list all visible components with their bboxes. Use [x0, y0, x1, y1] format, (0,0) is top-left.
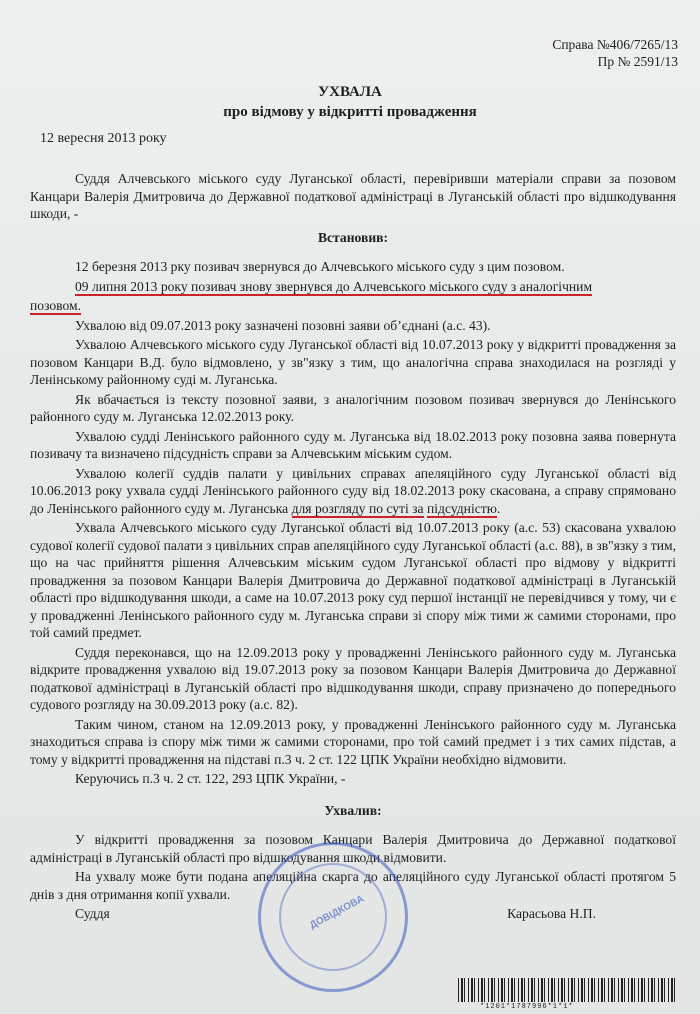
heading-resolved: Ухвалив:: [324, 802, 382, 818]
underlined-text: підсудністю: [427, 500, 497, 516]
document-date: 12 вересня 2013 року: [40, 131, 167, 146]
paragraph-judge-convinced: Суддя переконався, що на 12.09.2013 року у провадженні Ленінського районного суду м. Луганська відкрите провадження ухвалою від 19.07.2013 року за позовом Канцари Валерія Дмитровича до Державної податкової адміністраці в Луганській області про відшкодування шкоди, справу призначено до попереднього судового розгляду на 30.09.2013 року (а.с. 82).: [30, 644, 676, 712]
case-number-block: [552, 36, 678, 70]
title-main: УХВАЛА: [318, 84, 382, 100]
paragraph-march-claim: 12 березня 2013 рку позивач звернувся до Алчевського міського суду з цим позовом.: [75, 259, 565, 274]
title-subtitle: про відмову у відкритті провадження: [223, 104, 477, 120]
paragraph-appeal-right: На ухвалу може бути подана апеляційна скарга до апеляційного суду Луганської області протягом 5 днів з дня отримання копії ухвали.: [30, 869, 676, 902]
stamp-text: ДОВІДКОВА: [307, 893, 367, 932]
paragraph-leninsky: Як вбачається із тексту позовної заяви, з аналогічним позовом позивач звернувся до Ленінського районного суду м. Луганська 12.02.2013 року.: [30, 391, 676, 424]
document-title: [0, 82, 700, 122]
paragraph-july-claim: [30, 278, 676, 296]
paragraph-annulled: Ухвала Алчевського міського суду Луганської області від 10.07.2013 року (а.с. 53) скасована ухвалою судової колегії судової палати з цивільних справ апеляційного суду Луганської області (а.с. 88), в зв"язку з тим, що на час прийняття рішення Алчевським міським судом Луганської області про відмову у відкритті провадження за позовом Канцари Валерія Дмитровича до Державної податкової адміністраці в Луганській області про відшкодування шкоди, а саме на 10.07.2013 року суд першої інстанції не перевідчився у тому, чи є у провадженні Ленінського районного суду м. Луганська справи зі спору між тими ж самими сторонами, про той самий предмет.: [30, 520, 676, 640]
heading-established: Встановив:: [317, 229, 389, 245]
paragraph-refusal: Ухвалою Алчевського міського суду Луганської області від 10.07.2013 року у відкритті провадження за позовом Канцари В.Д. було відмовлено, у зв"язку з тим, що аналогічна справа знаходилася на розгляді у Ленінському районному суді м. Луганська.: [30, 337, 676, 387]
pr-number: Пр № 2591/13: [597, 54, 678, 69]
judge-label: Суддя: [75, 906, 110, 921]
document-body: [30, 170, 676, 925]
paragraph-merge: Ухвалою від 09.07.2013 року зазначені позовні заяви об’єднані (а.с. 43).: [75, 317, 491, 333]
barcode: [458, 978, 676, 1002]
court-stamp: [258, 842, 408, 992]
underlined-text: позовом.: [30, 298, 82, 313]
paragraph-july-claim-end: [30, 297, 676, 315]
paragraph-conclusion: Таким чином, станом на 12.09.2013 року, у провадженні Ленінського районного суду м. Луганська знаходиться справа із спору між тими ж самими сторонами, про той самий предмет і з тих самих підстав, а тому у відкритті провадження на підставі п.3 ч. 2 ст. 122 ЦПК України необхідно відмовити.: [30, 716, 676, 767]
underlined-text: для розгляду по суті за: [291, 500, 424, 516]
barcode-number: *1201*1787996*1*1*: [480, 1003, 574, 1011]
paragraph-intro: Суддя Алчевського міського суду Луганської області, перевіривши матеріали справи за позовом Канцари Валерія Дмитровича до Державної податкової адміністраці в Луганській області про відшкодування шкоди, -: [30, 171, 676, 221]
case-number: Справа №406/7265/13: [552, 37, 678, 52]
paragraph-decision: У відкритті провадження за позовом Канцари Валерія Дмитровича до Державної податкової адміністраці в Луганській області про відшкодування шкоди відмовити.: [30, 832, 676, 865]
paragraph-appeal: Ухвалою колегії суддів палати у цивільних справах апеляційного суду Луганської області від 10.06.2013 року ухвала судді Ленінського районного суду від 18.02.2013 року скасована, а справу спрямовано до Ленінського районного суду м. Луганська для розгляду по суті за підсудністю.: [30, 465, 676, 516]
paragraph-returned: Ухвалою судді Ленінського районного суду м. Луганська від 18.02.2013 року позовна заява повернута позивачу та визначено підсудність справи за Алчевським міським судом.: [30, 428, 676, 461]
paragraph-guided-by: Керуючись п.3 ч. 2 ст. 122, 293 ЦПК України, -: [75, 771, 346, 786]
underlined-text: 09 липня 2013 року позивач знову звернувся до Алчевського міського суду з аналогічним: [75, 278, 593, 294]
judge-name: Карасьова Н.П.: [507, 906, 596, 921]
